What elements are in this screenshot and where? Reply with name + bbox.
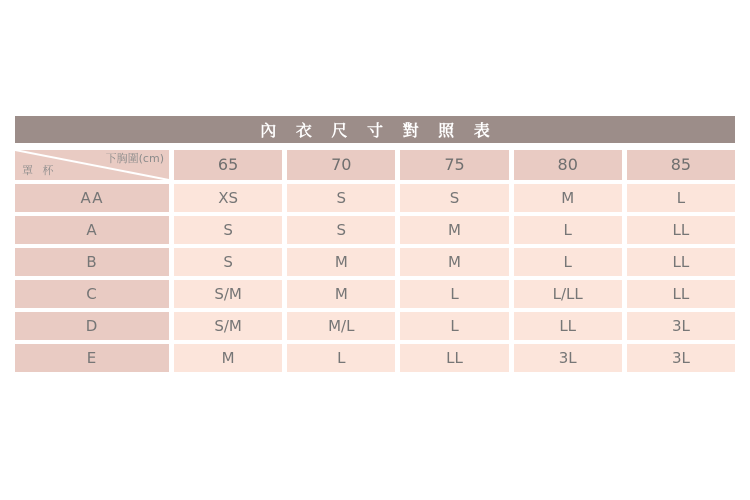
size-cell: M <box>400 216 508 244</box>
size-cell: M <box>287 280 395 308</box>
size-cell: S <box>174 248 282 276</box>
size-cell: L <box>400 280 508 308</box>
size-cell: S <box>174 216 282 244</box>
size-table <box>15 150 735 372</box>
column-header-80: 80 <box>514 150 622 180</box>
size-cell: M <box>514 184 622 212</box>
size-cell: M <box>400 248 508 276</box>
size-cell: L <box>627 184 735 212</box>
corner-cell <box>15 150 169 180</box>
cup-cell-d: D <box>15 312 169 340</box>
size-cell: S/M <box>174 280 282 308</box>
size-cell: M <box>174 344 282 372</box>
size-cell: L/LL <box>514 280 622 308</box>
size-cell: L <box>287 344 395 372</box>
size-cell: LL <box>627 248 735 276</box>
size-cell: 3L <box>627 344 735 372</box>
size-cell: XS <box>174 184 282 212</box>
cup-cell-c: C <box>15 280 169 308</box>
cup-cell-e: E <box>15 344 169 372</box>
column-header-70: 70 <box>287 150 395 180</box>
size-cell: S <box>287 216 395 244</box>
size-cell: S/M <box>174 312 282 340</box>
corner-label-cup: 罩 杯 <box>22 164 57 177</box>
size-chart-title: 內 衣 尺 寸 對 照 表 <box>15 116 735 143</box>
size-cell: LL <box>514 312 622 340</box>
cup-cell-a: A <box>15 216 169 244</box>
size-cell: 3L <box>627 312 735 340</box>
size-cell: LL <box>627 280 735 308</box>
size-cell: L <box>514 216 622 244</box>
cup-cell-b: B <box>15 248 169 276</box>
cup-cell-aa: AA <box>15 184 169 212</box>
corner-label-underbust: 下胸圍(cm) <box>105 152 164 165</box>
size-chart <box>15 116 735 372</box>
column-header-65: 65 <box>174 150 282 180</box>
size-cell: LL <box>400 344 508 372</box>
size-cell: S <box>400 184 508 212</box>
size-cell: M <box>287 248 395 276</box>
column-header-75: 75 <box>400 150 508 180</box>
size-cell: S <box>287 184 395 212</box>
column-header-85: 85 <box>627 150 735 180</box>
size-cell: L <box>514 248 622 276</box>
size-cell: LL <box>627 216 735 244</box>
size-cell: M/L <box>287 312 395 340</box>
size-cell: L <box>400 312 508 340</box>
size-cell: 3L <box>514 344 622 372</box>
